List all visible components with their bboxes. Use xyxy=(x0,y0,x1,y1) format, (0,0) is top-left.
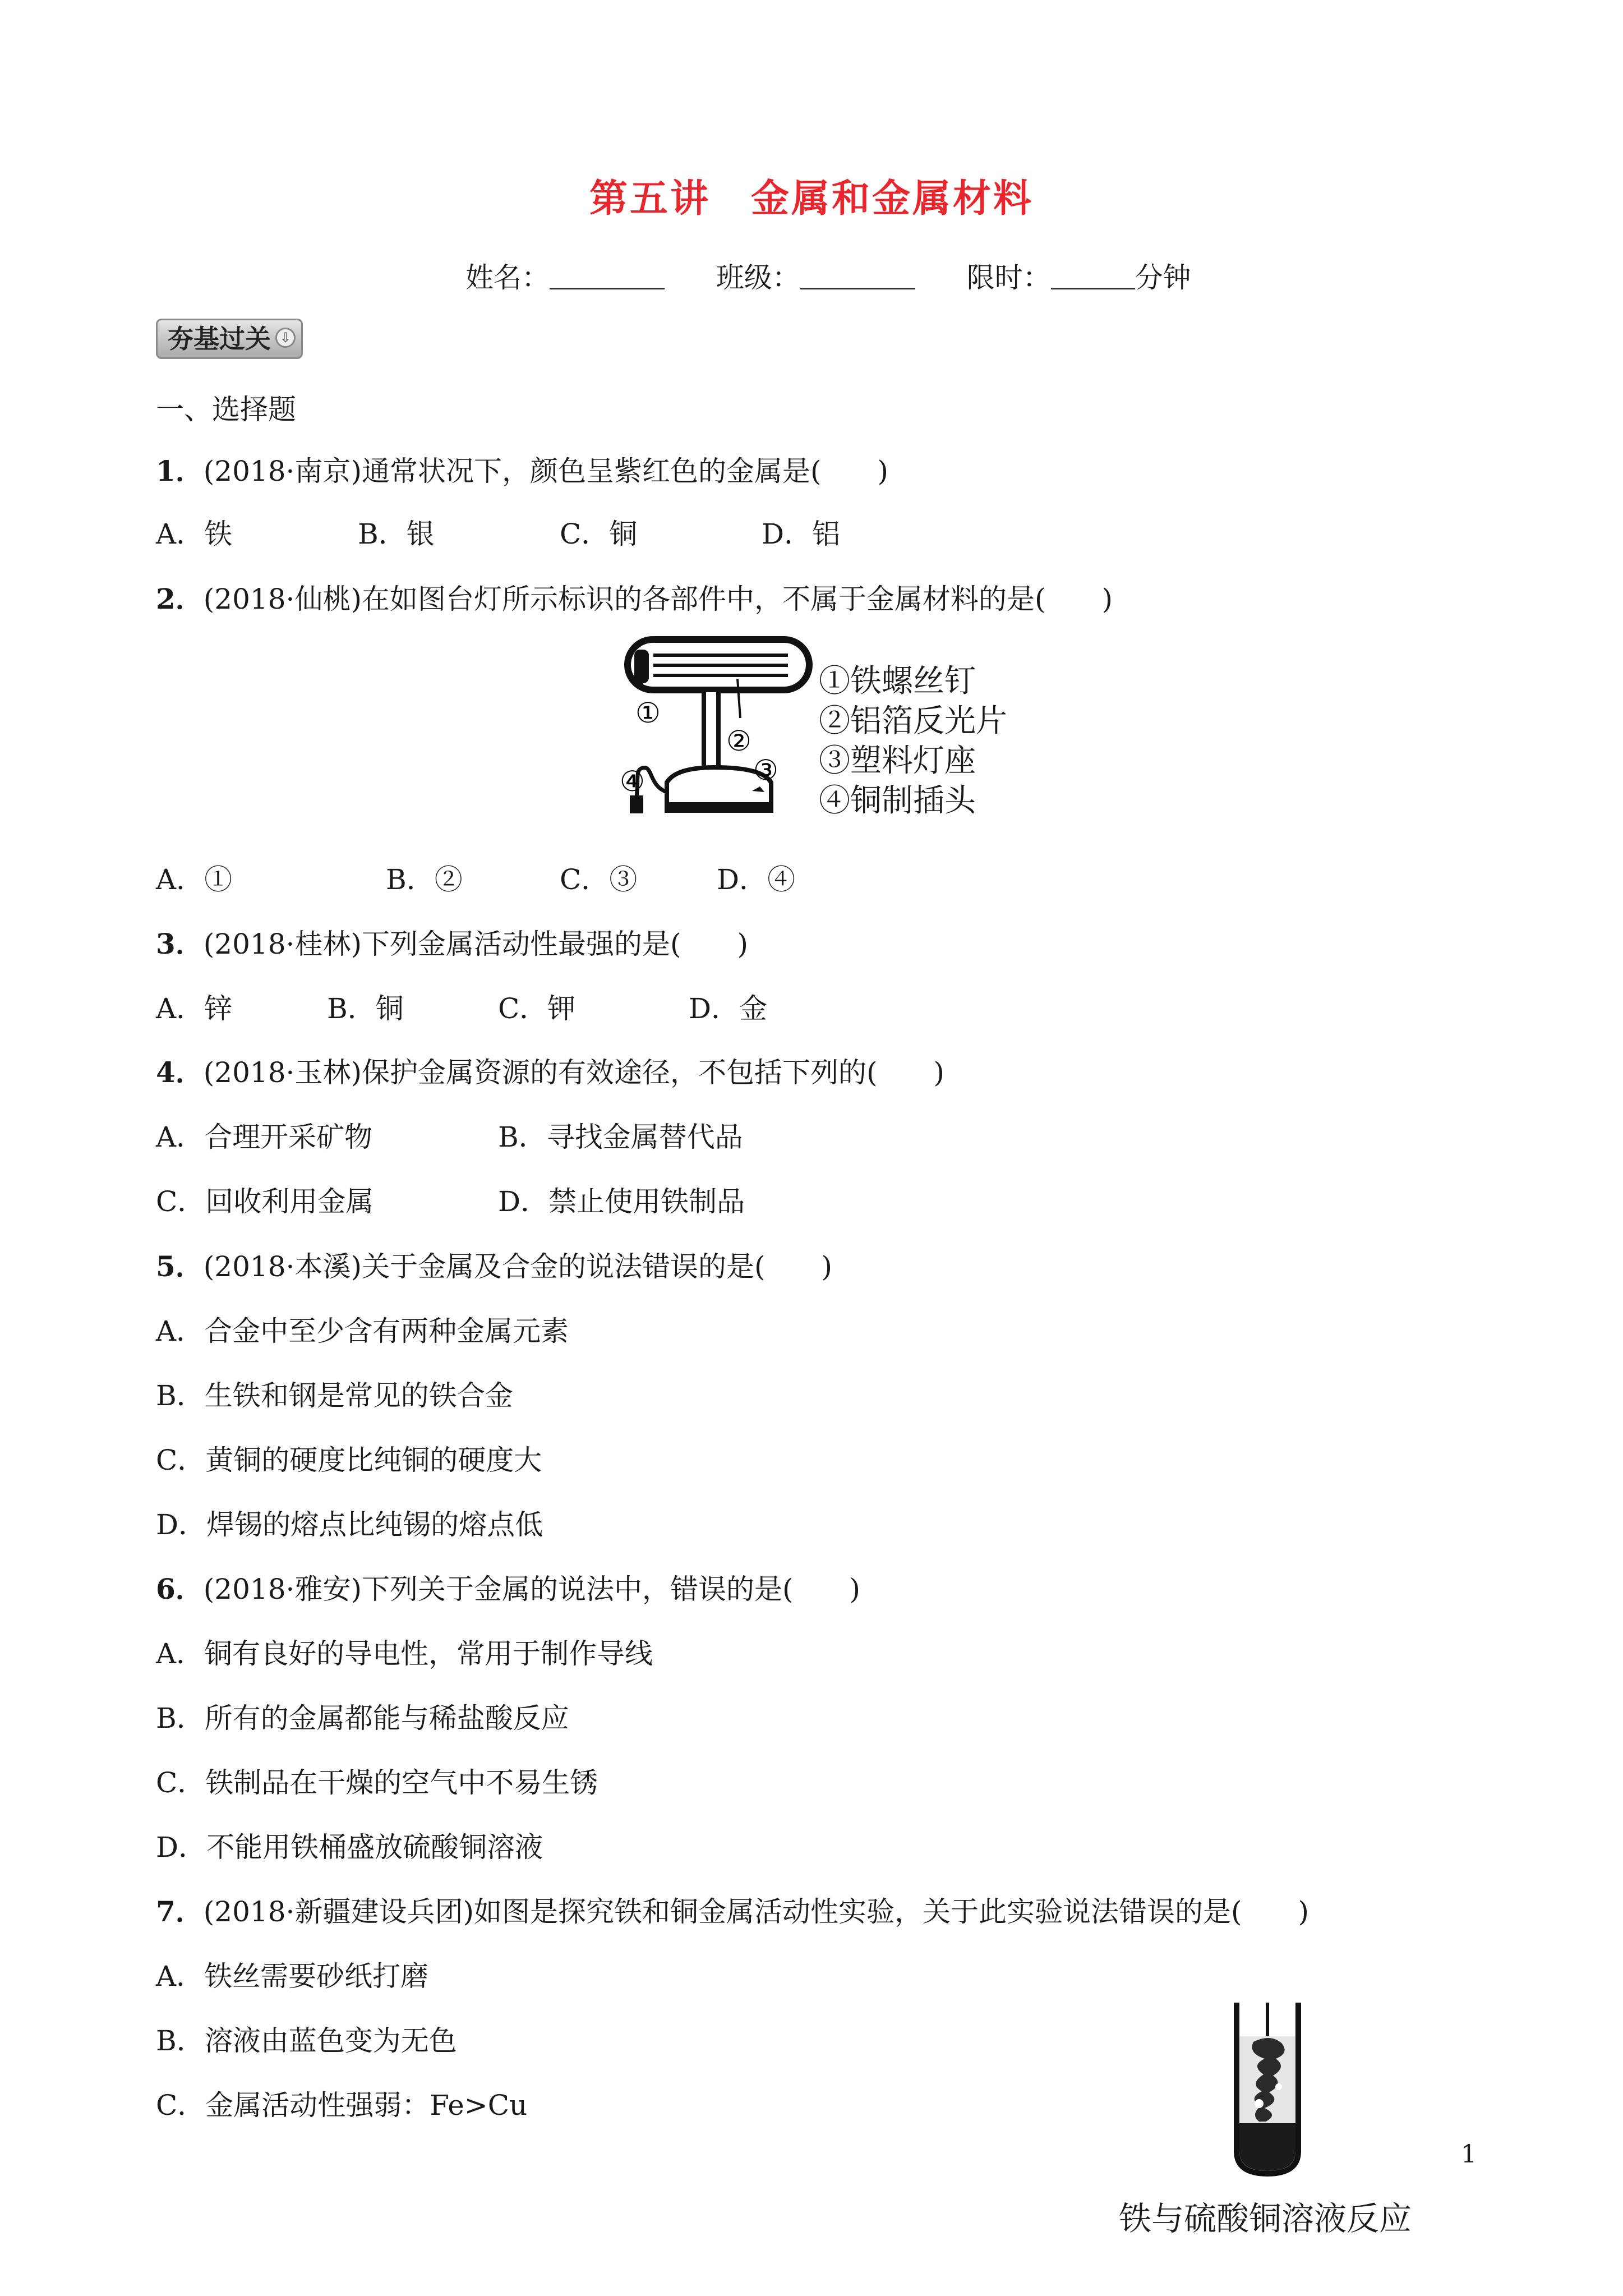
question-number: 1． xyxy=(156,454,204,487)
option: B．② xyxy=(386,863,463,896)
lamp-legend-2: ②铝箔反光片 xyxy=(819,703,1007,739)
question-number: 4． xyxy=(156,1056,204,1089)
question-number: 7． xyxy=(156,1895,204,1928)
option: B．银 xyxy=(358,518,435,550)
option: B．所有的金属都能与稀盐酸反应 xyxy=(156,1702,569,1734)
section-heading: 一、选择题 xyxy=(156,393,296,426)
lamp-mark-3: ③ xyxy=(753,754,778,786)
section-badge xyxy=(156,319,303,359)
lamp-mark-1: ① xyxy=(635,697,661,729)
option: C．回收利用金属 xyxy=(156,1185,374,1218)
option: A．① xyxy=(156,863,233,896)
option: B．生铁和钢是常见的铁合金 xyxy=(156,1379,513,1412)
option: B．铜 xyxy=(327,992,404,1025)
question-number: 6． xyxy=(156,1572,204,1605)
option: C．铁制品在干燥的空气中不易生锈 xyxy=(156,1766,598,1799)
option: A．锌 xyxy=(156,992,233,1025)
time-label: 限时： xyxy=(966,261,1051,294)
question-4 xyxy=(156,1050,944,1091)
question-1 xyxy=(156,449,888,489)
test-tube-figure xyxy=(1225,2003,1310,2182)
option: C．铜 xyxy=(560,518,638,550)
class-label: 班级： xyxy=(716,261,800,294)
question-stem: (2018·桂林)下列金属活动性最强的是( ) xyxy=(203,928,748,960)
option: B．溶液由蓝色变为无色 xyxy=(156,2024,457,2057)
student-info-row xyxy=(465,255,1191,296)
class-blank xyxy=(800,265,915,289)
desk-lamp-figure xyxy=(620,628,822,841)
question-number: 2． xyxy=(156,582,204,615)
option: B．寻找金属替代品 xyxy=(498,1121,743,1153)
time-unit: 分钟 xyxy=(1135,261,1191,294)
option: A．铜有良好的导电性，常用于制作导线 xyxy=(156,1637,653,1670)
name-label: 姓名： xyxy=(465,261,550,294)
option: C．钾 xyxy=(498,992,576,1025)
question-stem: (2018·本溪)关于金属及合金的说法错误的是( ) xyxy=(203,1250,832,1283)
time-blank xyxy=(1051,265,1135,289)
question-stem: (2018·玉林)保护金属资源的有效途径，不包括下列的( ) xyxy=(203,1056,944,1089)
option: A．铁 xyxy=(156,518,233,550)
question-number: 5． xyxy=(156,1250,204,1283)
question-7 xyxy=(156,1889,1309,1930)
question-3 xyxy=(156,922,748,962)
question-stem: (2018·雅安)下列关于金属的说法中，错误的是( ) xyxy=(203,1573,860,1605)
option: C．黄铜的硬度比纯铜的硬度大 xyxy=(156,1444,542,1476)
option: D．铝 xyxy=(762,518,841,550)
lamp-legend-4: ④铜制插头 xyxy=(819,783,976,819)
lamp-mark-4: ④ xyxy=(620,765,645,798)
lamp-legend-3: ③塑料灯座 xyxy=(819,743,976,779)
lamp-mark-2: ② xyxy=(726,725,751,757)
question-5 xyxy=(156,1244,832,1285)
option: D．不能用铁桶盛放硫酸铜溶液 xyxy=(156,1831,543,1864)
question-2 xyxy=(156,577,1113,617)
figure-caption: 铁与硫酸铜溶液反应 xyxy=(1119,2200,1412,2238)
option: D．④ xyxy=(717,863,796,896)
question-stem: (2018·南京)通常状况下，颜色呈紫红色的金属是( ) xyxy=(203,455,888,487)
option: A．合理开采矿物 xyxy=(156,1121,373,1153)
question-number: 3． xyxy=(156,927,204,960)
option: A．合金中至少含有两种金属元素 xyxy=(156,1315,569,1347)
down-arrow-icon: ⇩ xyxy=(275,328,296,348)
question-stem: (2018·仙桃)在如图台灯所示标识的各部件中，不属于金属材料的是( ) xyxy=(203,583,1113,615)
option: D．焊锡的熔点比纯锡的熔点低 xyxy=(156,1508,543,1541)
question-6 xyxy=(156,1567,860,1607)
page-title: 第五讲 金属和金属材料 xyxy=(589,176,1034,221)
option: A．铁丝需要砂纸打磨 xyxy=(156,1960,429,1993)
option: C．③ xyxy=(560,863,638,896)
option: D．禁止使用铁制品 xyxy=(498,1185,745,1218)
option: C．金属活动性强弱：Fe>Cu xyxy=(156,2089,528,2122)
name-blank xyxy=(550,265,665,289)
badge-label: 夯基过关 xyxy=(168,324,271,354)
lamp-legend-1: ①铁螺丝钉 xyxy=(819,663,976,700)
question-stem: (2018·新疆建设兵团)如图是探究铁和铜金属活动性实验，关于此实验说法错误的是( ) xyxy=(203,1895,1309,1928)
option: D．金 xyxy=(689,992,768,1025)
page-number: 1 xyxy=(1461,2140,1477,2169)
